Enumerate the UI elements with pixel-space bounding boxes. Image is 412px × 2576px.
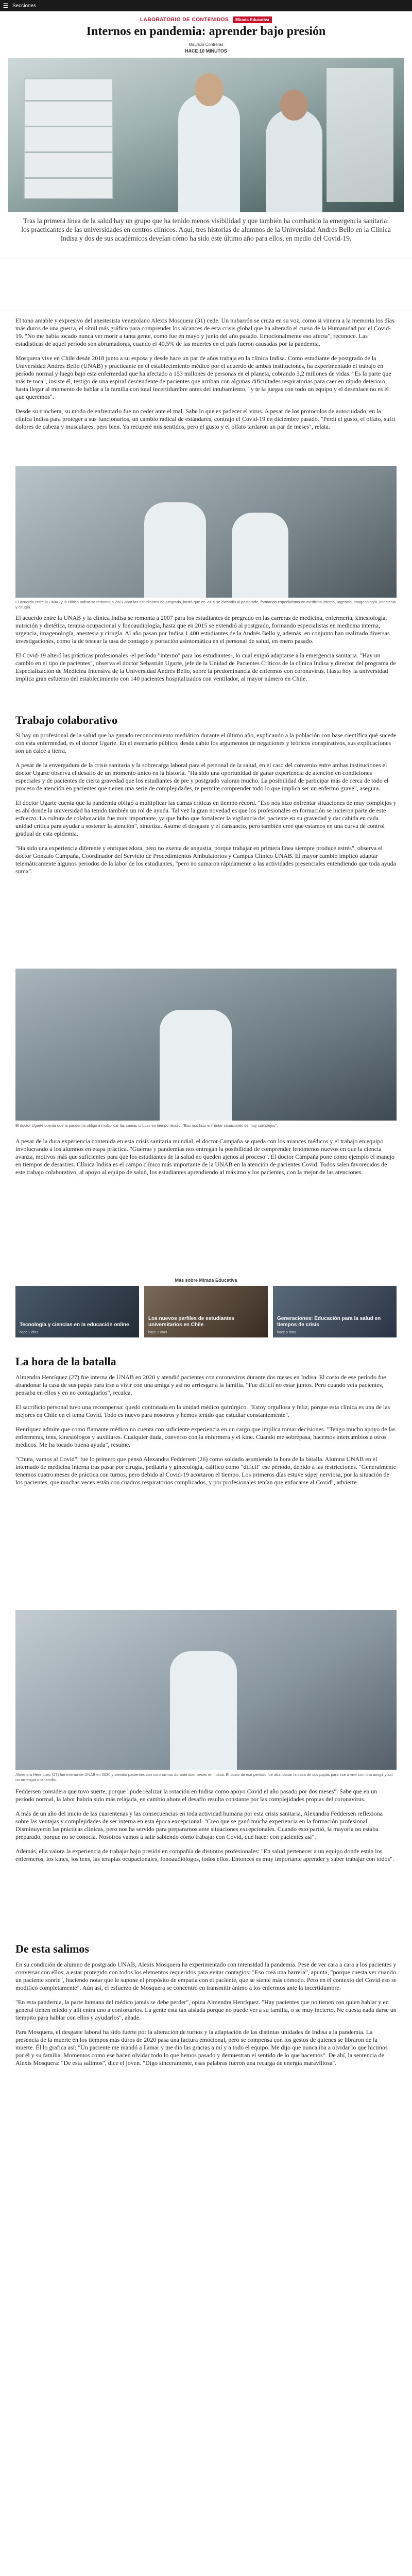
hero-window [327,68,393,202]
hero-head-left [195,73,224,106]
related-card-text[interactable]: Generaciones: Educación para la salud en tiempos de crisis [277,1316,381,1328]
body-section-3b [15,1788,397,1870]
related-card-text[interactable]: Los nuevos perfiles de estudiantes universitarios en Chile [148,1316,234,1328]
photo-caption: Almendra Henríquez (27) fue interna de UNAB en 2020 y atendió pacientes con coronavirus durante dos meses en Indisa. El costo de ese período fue abandonar la casa de sus papás para irse a vivir con una amiga y así no arriesgar a la familia. [15,1772,393,1782]
paragraph: A más de un año del inicio de las cuarentenas y las consecuencias en toda actividad humana por esta crisis sanitaria, Alexandra Feddersen reflexiona sobre las ventajas y complejidades de ser interna en esta época excepcional. "Creo que se ganó mucha experiencia en la formación profesional. Disminuyeron las prácticas clínicas, pero nos ha servido para prepararnos ante situaciones excepcionales. Cuando esto partió, la mayoría no estaba preparado, porque no se conocía. Nosotros vamos a salir sabiendo cómo trabajar con Covid, qué hacer con pacientes así". [15,1810,383,1840]
paragraph: El sacrificio personal tuvo una recompensa: quedó contratada en la unidad médico quirúrgico. "Estoy orgullosa y feliz, porque esta clínica es una de las mejores en Chile en el tema Covid. Todo es nuevo para nosotros y hemos tenido que estudiar constantemente". [15,1403,390,1418]
photo-caption: El doctor Ugarte cuenta que la pandemia obligó a multiplicar las camas críticas en tiempo récord. "Eso nos hizo enfrentar situaciones de muy complejos". [15,1123,278,1128]
body-section-2b [15,1138,397,1183]
publish-time: HACE 10 MINUTOS [185,48,227,54]
article-title: Internos en pandemia: aprender bajo presión [86,25,326,38]
section-heading: Trabajo colaborativo [15,714,118,726]
article-photo-1 [15,466,397,598]
paragraph: Feddersen considera que tuvo suerte, porque "pude realizar la rotación en Indisa como apoyo Covid el año pasado por dos meses". Sabe que en un período normal, la labor habría sido más relajada, en cambio ahora el desafío resulta constante por las complejidades propias del coronavirus. [15,1788,377,1803]
related-card-date: hace 3 días [148,1331,167,1334]
paragraph: El acuerdo entre la UNAB y la clínica Indisa se remonta a 2007 para los estudiantes de pregrado en las carreras de medicina, enfermería, kinesiología, nutrición y dietética, terapia ocupacional y fonoaudiología, hasta que en 2015 se extendió al postgrado, formando especialistas en medicina interna, urgencia, imagenología, anestesia y cirugía. Al año pasan por Indisa 1.400 estudiantes de la Andrés Bello y, además, en conjunto han realizado diversas investigaciones, como la de testear la tasa de contagio y portación asintomática en el personal de salud, en enero pasado. [15,614,390,645]
paragraph: Para Mosquera, el desgaste laboral ha sido fuerte por la alteración de turnos y la adaptación de las distintas unidades de Indisa a la pandemia. La presencia de la muerte en los tiempos más duros de 2020 pasa una factura emocional, pero se compensa con los gestos de quienes se libraron de la muerte. Él lo grafica así: "Un paciente me mandó a llamar y me dio las gracias a mí y a todo el equipo. Me dijo que nunca iba a olvidar lo que hicimos por él y su familia. Momentos como ese hacen olvidar todo lo que hemos pasado y demuestran el sentido de lo que hacemos". De ahí, la sentencia de Alexis Mosquera: "De esta salimos", dice el joven. "Digo sinceramente, esas palabras fueron una recarga de energía maravillosa". [15,2028,388,2066]
related-card-date: hace 5 días [277,1331,296,1334]
hero-person-left [178,94,240,212]
kicker-row [0,16,412,23]
paragraph: A pesar de la envergadura de la crisis sanitaria y la sobrecarga laboral para el personal de la salud, en el caso del convenio entre ambas instituciones el doctor Ugarte observa el desafío de un momento único en la historia. "Ha sido una oportunidad de ganar experiencia de atención en condiciones especiales y de pacientes de cierta gravedad que los estudiantes de pre y postgrado valoran mucho. La posibilidad de participar más de cerca de todo el proceso de atención en pacientes que tienen una serie de complejidades, te permite comprender todo lo que implica ser un enfermo grave", asegura. [15,761,389,792]
related-card-text[interactable]: Tecnología y ciencias en la educación online [20,1322,129,1328]
related-title: Más sobre Mirada Educativa [175,1278,237,1283]
paragraph: El tono amable y expresivo del anestesista venezolano Alexis Mosquera (31) cede. Un nubarrón se cruza en su voz, como si viniera a la memoria los días más duros de una guerra, el símil más gráfico para comprender los alcances de esta crisis global que ha alterado el curso de la Humanidad por el Covid-19. "No me había tocado nunca ver morir a tanta gente, como fue en mayo y junio del año pasado. Emocionalmente eso afecta", reconoce. Las estadísticas de aquel período son abrumadoras, cuando el 40,5% de las muertes en el país fueron causadas por la pandemia. [15,317,394,347]
paragraph: A pesar de la dura experiencia contenida en esta crisis sanitaria mundial, el doctor Campaña se queda con los avances médicos y el trabajo en equipo involucrando a los alumnos en etapa práctica. "Guerras y pandemias nos entregan la posibilidad de comprender fenómenos nuevos en que la ciencia avanza, motivos más que suficientes para que los estudiantes de la salud no queden ajenos al proceso". El doctor Campaña pone como ejemplo el manejo en tiempos de desastres. Clínica Indisa es el campo clínico más importante de la UNAB en la atención de pacientes Covid. Todos salen favorecidos de este trabajo colaborativo, al apoyo al equipo de salud, los estudiantes aprendiendo al máximo y los pacientes, con la mejor de las atenciones. [15,1138,395,1176]
kicker-label[interactable]: LABORATORIO DE CONTENIDOS [140,17,229,23]
ad-placeholder [0,259,412,311]
body-section-2 [15,732,397,882]
paragraph: "Ha sido una experiencia diferente y enriquecedora, pero no exenta de angustia, porque trabajar en primera línea siempre produce estrés", observa el doctor Gonzalo Campaña, Coordinador del Servicio de Procedimientos Ambulatorios y Campus Clínico UNAB. El mayor cambio implicó adaptar telemáticamente algunos periodos de la labor de los estudiantes, "pero no sumaron rápidamente a las actividades presenciales entendiendo que toda ayuda suma". [15,844,396,875]
hero-photo [8,58,404,212]
photo-caption: El acuerdo entre la UNAB y la clínica Indisa se remonta a 2007 para los estudiantes de pregrado, hasta que en 2015 se extendió al postgrado, formando especialistas en medicina interna, urgencia, imagenología, anestesia y cirugía. [15,600,396,609]
hero-person-right [266,109,322,212]
body-section-1b [15,614,397,689]
section-heading: La hora de la batalla [15,1355,116,1368]
paragraph: "Chuta, vamos al Covid", fue lo primero que pensó Alexandra Feddersen (26) como soldado asumiendo la hora de la batalla. Alumna UNAB en el internado de medicina interna tras pasar por cirugía, pediatría y ginecología, calificó como "difícil" ese período, debido a las restricciones. "Generalmente tenemos cuatro meses de práctica con turnos, pero debido al Covid-19 acortaron el tiempo. Los primeros días estuve súper nerviosa, por la situación de los pacientes, que muchas veces están con cuadros respiratorios complicados, y por profesionales tenían que enfocarse al Covid", advierte. [15,1455,397,1486]
hamburger-icon[interactable]: ☰ [3,2,9,9]
paragraph: Si hay un profesional de la salud que ha ganado reconocimiento mediático durante el último año, explicando a la población con base científica qué sucede con esta enfermedad, es el doctor Ugarte. En el escenario público, desde cabio los argumentos de negaciones y teóricos conspirativos, sus explicaciones son un calce a tierra. [15,732,397,754]
paragraph: El doctor Ugarte cuenta que la pandemia obligó a multiplicar las camas críticas en tiempo récord. "Eso nos hizo enfrentar situaciones de muy complejos y es ahí donde la universidad ha tenido también un rol de ayuda. Tal vez la gran novedad es que los profesionales en formación se hicieron parte de este esfuerzo. La cultura de colaboración fue muy importante, ya que hubo que fortalecer la vigilancia del paciente en su gravedad y dar cabida en cada unidad crítica para ayudar a sostener la atención", sintetiza. Asume el desgaste y el cansancio, pero también cree que estamos en una curva de control gradual de esta epidemia. [15,799,397,837]
article-photo-3 [15,1610,397,1770]
paragraph: Henríquez admite que como flamante médico no cuenta con suficiente experiencia en un cargo que implica tomar decisiones. "Tengo mucho apoyo de las enfermeras, tens, kinesiólogos y auxiliares. Cualquier duda, converso con la enfermera y el kine. Cuando me sobrepasa, hacemos intercambios a otros médicos. Me ha tocado buena ayuda", resume. [15,1426,396,1448]
related-card[interactable] [144,1286,268,1337]
section-heading: De esta salimos [15,1942,89,1955]
related-card[interactable] [15,1286,139,1337]
paragraph: "En esta pandemia, la parte humana del médico jamás se debe perder", opina Almendra Henríquez. "Hay pacientes que no tienen con quien hablar y en general tienen miedo y allí entra uno a confortarlos. La gente está tan aislada porque no puede ver a su familia, o se muy incierto. Ne cuesta nada darse un tiempito para hablar con ellos y ayudarlos", añade. [15,1998,397,2021]
sections-menu[interactable]: Secciones [12,3,37,9]
hero-shelf [24,78,113,199]
author-byline: Mauricio Contreras [188,42,224,47]
related-card[interactable] [273,1286,397,1337]
related-card-date: hace 2 días [20,1331,39,1334]
paragraph: En su condición de alumno de postgrado UNAB, Alexis Mosquera ha experimentado con intensidad la pandemia. Pese de ver cara a cara a los pacientes y conversar con ellos, a estar protegido con todos los elementos requeridos para evitar contagios: "Eso crea una barrera", apunta, "porque cuesta ver cuando un paciente sonríe", haciendo notar que le supone el propósito de empatía con el paciente, que se siente más cómodo. Pero en el contexto del Covid eso se modificó completamente". Aún así, el esfuerzo de Mosquera se concentró en transmitir ánimo a los enfermos ante la incertidumbre. [15,1961,397,1991]
paragraph: El Covid-19 alteró las prácticas profesionales -el período "interno" para los estudiantes-, lo cual exigió adaptarse a la emergencia sanitaria. "Hay un cambio en el tipo de pacientes", observa el doctor Sebastián Ugarte, jefe de la Unidad de Pacientes Críticos de la clínica Indisa y director del programa de Especialización de Medicina Intensiva de la Universidad Andrés Bello, sobre la predominancia de enfermos con coronavirus. Hasta hoy la universidad implica gran esfuerzo del establecimiento con 140 pacientes hospitalizados con ventilador, al mayor número en Chile. [15,652,396,682]
body-section-4 [15,1961,397,2074]
hero-head-right [280,90,308,121]
paragraph: Además, ella valora la experiencia de trabajar bajo presión en compañía de distintos profesionales: "En salud pertenecer a un equipo donde están los enfermeros, los kines, los tens, las terapias ocupacionales, fonoaudiólogos, todos ellos. Entonces es muy importante aprender y saber trabajar con todos". [15,1848,394,1862]
body-section-3 [15,1374,397,1493]
article-photo-2 [15,969,397,1121]
paragraph: Mosquera vive en Chile desde 2018 junto a su esposa y desde hace un par de años trabaja en la clínica Indisa. Como estudiante de postgrado de la Universidad Andrés Bello (UNAB) y practicante en el establecimiento médico por el acuerdo de ambas instituciones, ha experimentado el trabajo en período normal y luego bajo esta enfermedad que ha afectado a 153 millones de personas en el planeta, cobrando 3,2 millones de vidas. "Es la parte que más te toca", insiste él, testigo de una espiral descendente de pacientes que arriban con algunas dificultades respiratorias para caer en rápido deterioro, hasta llegar al momento de hablar a la familia con total incertidumbre antes del intubamiento, "y te la juegas con todo un equipo y el desenlace no es el que queremos". [15,354,391,400]
paragraph: Almendra Henríquez (27) fue interna de UNAB en 2020 y atendió pacientes con coronavirus durante dos meses en Indisa. El costo de ese período fue abandonar la casa de sus papás para irse a vivir con una amiga y así no arriesgar a la familia. "Fue difícil no estar juntos. Pero cuando veía pacientes, pensaba en ellos y en no contagiarlos", recalca. [15,1374,386,1396]
paragraph: Desde su trinchera, su modo de enfrentarlo fue no ceder ante el mal. Sabe lo que es padecer el virus. A pesar de los protocolos de autocuidado, en la clínica Indisa para proteger a sus funcionarios, un cambio radical de estándares, contrajo el Covid-19 en diciembre pasado. "Perdí el gusto, el olfato, sufrí dolores de cabeza y musculares, pero bien. Ya recuperé mis sentidos, pero el gusto y el olfato tardaron un par de meses", relata. [15,408,396,430]
body-section-1 [15,317,397,437]
article-lead: Tras la primera línea de la salud hay un grupo que ha tenido menos visibilidad y que también ha combatido la emergencia sanitaria: los practicantes de las universidades en centros clínicos. Aquí, tres historias de alumnos de la Universidad Andrés Bello en la Clínica Indisa y dos de sus académicos develan cómo ha sido este último año para ellos, en medio del Covid-19. [21,217,391,242]
related-cards [15,1286,397,1337]
brand-badge[interactable]: Mirada Educativa [233,16,272,23]
top-nav-bar [0,0,412,11]
